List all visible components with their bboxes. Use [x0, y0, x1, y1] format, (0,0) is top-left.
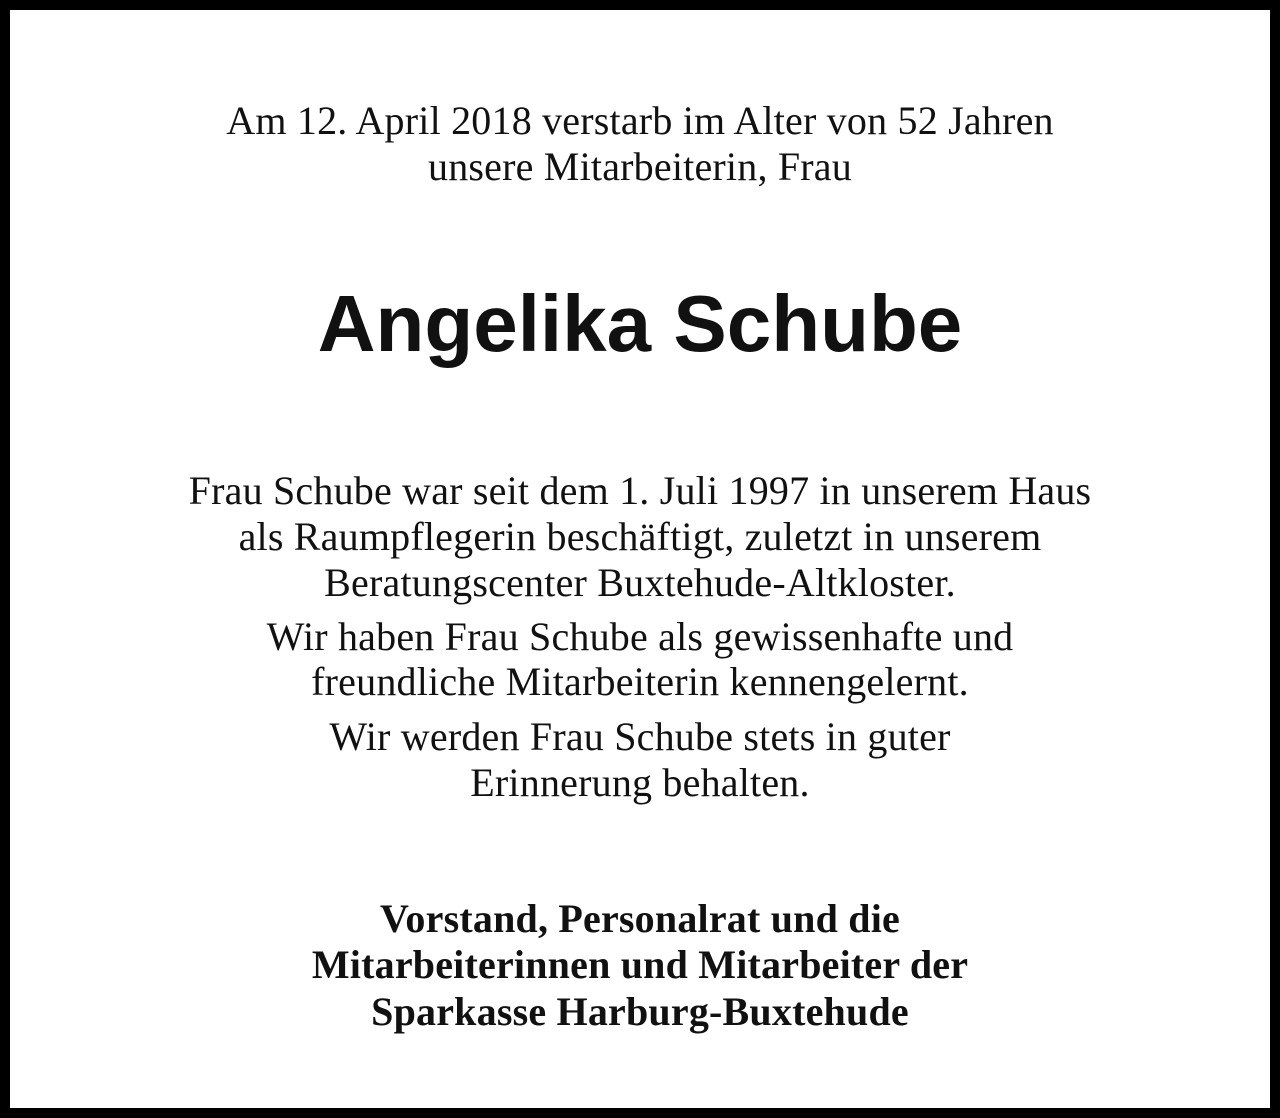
body-paragraph-2-line-1: Wir haben Frau Schube als gewissenhafte und: [266, 614, 1014, 659]
body-paragraph-2-line-2: freundliche Mitarbeiterin kennengelernt.: [311, 659, 969, 704]
body-paragraph-1-line-1: Frau Schube war seit dem 1. Juli 1997 in unserem Haus: [188, 468, 1092, 513]
body-paragraph-1-line-3: Beratungscenter Buxtehude-Altkloster.: [324, 560, 956, 605]
signature-line-3: Sparkasse Harburg-Buxtehude: [371, 989, 909, 1034]
signature-line-1: Vorstand, Personalrat und die: [380, 896, 900, 941]
intro-line-2: unsere Mitarbeiterin, Frau: [428, 144, 852, 189]
body-paragraph-3-line-2: Erinnerung behalten.: [470, 760, 810, 805]
deceased-name: Angelika Schube: [317, 279, 963, 368]
signature-line-2: Mitarbeiterinnen und Mitarbeiter der: [311, 942, 969, 987]
body-paragraph-1-line-2: als Raumpflegerin beschäftigt, zuletzt in unserem: [238, 514, 1042, 559]
body-paragraph-3-line-1: Wir werden Frau Schube stets in guter: [329, 714, 951, 759]
intro-line-1: Am 12. April 2018 verstarb im Alter von 52 Jahren: [226, 98, 1054, 143]
